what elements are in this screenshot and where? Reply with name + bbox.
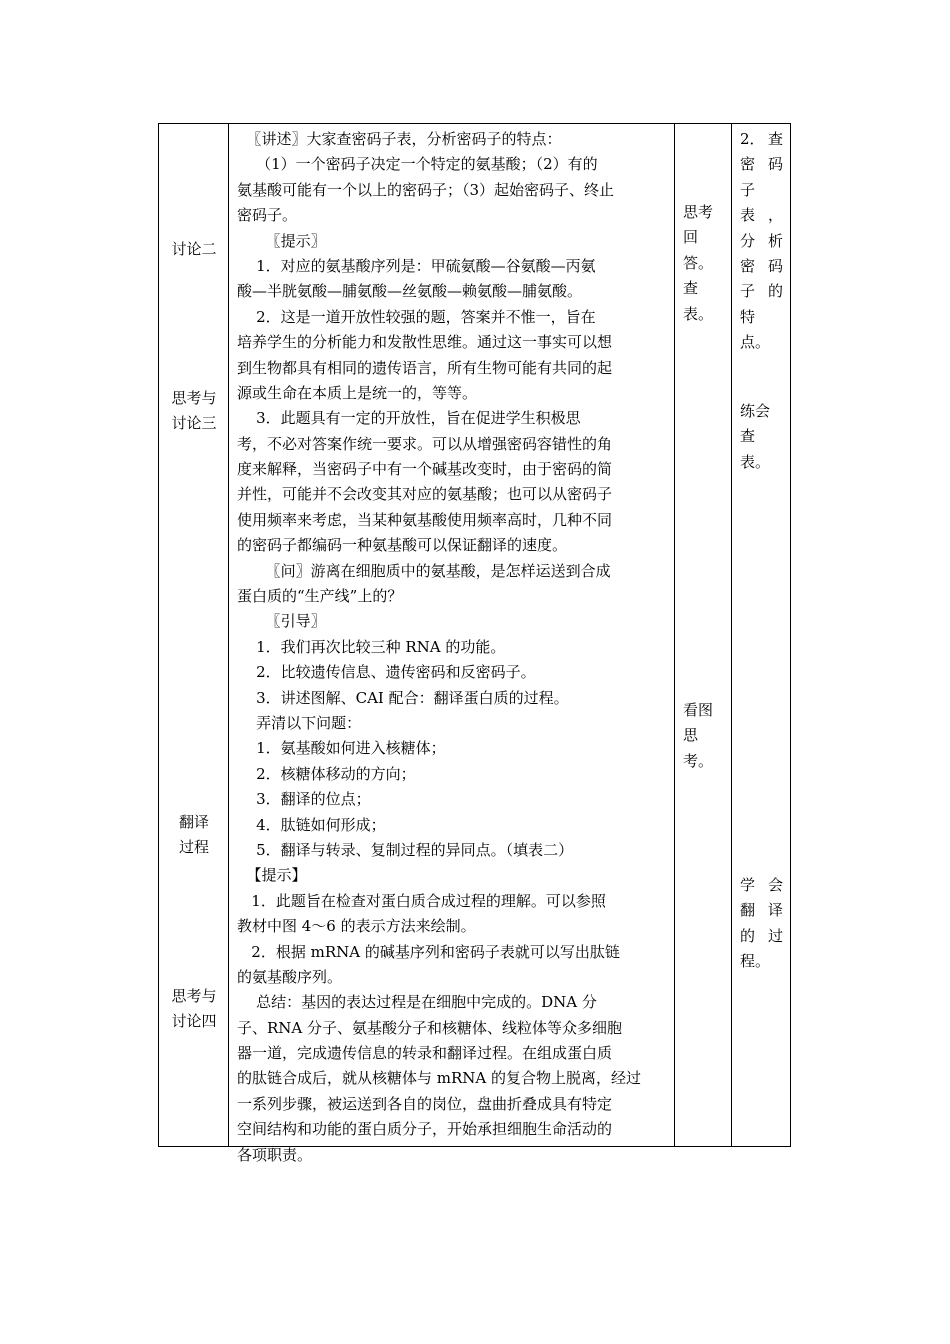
intent-line [740,924,783,949]
intent-word: ， [767,206,783,225]
content-line: 2．根据 mRNA 的碱基序列和密码子表就可以写出肽链 [237,942,620,961]
content-line: 的肽链合成后，就从核糖体与 mRNA 的复合物上脱离，经过 [237,1069,642,1088]
content-line: 1．我们再次比较三种 RNA 的功能。 [237,637,506,656]
label-line: 讨论二 [171,240,217,258]
intent-line: 查 [740,427,756,446]
intent-line [740,178,783,203]
intent-word: 表 [740,206,756,225]
intent-line [740,152,783,177]
content-line: 3．翻译的位点； [237,790,371,809]
intent-line: 练会 [740,402,771,420]
content-line: 1．此题旨在检查对蛋白质合成过程的理解。可以参照 [237,891,606,910]
intent-line [740,873,783,898]
content-line: 度来解释，当密码子中有一个碱基改变时，由于密码的简 [237,460,613,479]
intent-line [740,254,783,279]
content-line: 考，不必对答案作统一要求。可以从增强密码容错性的角 [237,434,613,453]
label-line: 思考与 [171,389,217,407]
content-line: 密码子。 [237,206,298,225]
section-label-discussion-2 [159,237,229,262]
student-activity-1 [675,200,739,327]
content-line: 并性，可能并不会改变其对应的氨基酸；也可以从密码子 [237,485,613,504]
intent-word: 的 [740,926,756,945]
design-intent-2 [733,399,797,475]
intent-word: 子 [740,180,756,199]
activity-line: 考。 [683,751,714,770]
section-label-think-discuss-4 [159,984,229,1035]
intent-word: 学 [740,876,756,894]
content-line: 源或生命在本质上是统一的，等等。 [237,383,478,402]
content-line: 〖引导〗 [237,612,326,631]
content-line: 的氨基酸序列。 [237,967,343,986]
label-line: 过程 [178,838,209,857]
label-line: 思考与 [171,987,217,1005]
content-line: 氨基酸可能有一个以上的密码子；（3）起始密码子、终止 [237,180,615,199]
content-line: 〖讲述〗大家查密码子表，分析密码子的特点： [237,130,562,148]
intent-word: 会 [767,876,783,894]
content-line: 教材中图 4～6 的表示方法来绘制。 [237,917,476,936]
content-line: 4．肽链如何形成； [237,815,386,834]
intent-word: 码 [767,256,783,275]
intent-word: 过 [767,926,783,945]
intent-word: 程。 [740,952,771,971]
intent-word: 的 [767,282,783,301]
activity-line: 思考 [683,203,714,221]
intent-word: 2． [740,130,765,148]
content-line: 1．氨基酸如何进入核糖体； [237,739,446,758]
content-line: 一系列步骤，被运送到各自的岗位，盘曲折叠成具有特定 [237,1094,613,1113]
content-line: 【提示】 [237,866,307,885]
content-line: 蛋白质的“生产线”上的？ [237,587,403,606]
intent-word: 密 [740,155,756,174]
intent-line [740,279,783,304]
content-line: 2．核糖体移动的方向； [237,764,416,783]
intent-word: 点。 [740,333,771,352]
intent-line [740,949,783,974]
content-line: 子、RNA 分子、氨基酸分子和核糖体、线粒体等众多细胞 [237,1018,623,1037]
intent-line [740,229,783,254]
intent-line [740,305,783,330]
content-line: 器一道，完成遗传信息的转录和翻译过程。在组成蛋白质 [237,1044,613,1063]
content-line: 2．比较遗传信息、遗传密码和反密码子。 [237,663,536,682]
content-line: 总结：基因的表达过程是在细胞中完成的。DNA 分 [237,993,597,1012]
content-line: 培养学生的分析能力和发散性思维。通过这一事实可以想 [237,333,613,352]
intent-word: 密 [740,256,756,275]
design-intent-1 [733,127,790,356]
intent-word: 子 [740,282,756,301]
content-line: 3．讲述图解、CAI 配合：翻译蛋白质的过程。 [237,688,569,707]
content-line: 〖提示〗 [237,231,326,250]
teaching-content [237,127,669,1168]
lesson-table [158,123,791,1164]
intent-line [740,330,783,355]
content-line: 5．翻译与转录、复制过程的异同点。（填表二） [237,840,574,859]
intent-line [740,898,783,923]
content-line: 的密码子都编码一种氨基酸可以保证翻译的速度。 [237,536,568,555]
content-line: 1．对应的氨基酸序列是：甲硫氨酸—谷氨酸—丙氨 [237,256,596,275]
student-activity-2 [675,698,739,774]
section-label-think-discuss-3 [159,386,229,437]
intent-line: 表。 [740,452,771,471]
label-line: 讨论三 [171,414,217,433]
section-label-translation-process [159,810,229,861]
intent-word: 特 [740,307,756,326]
label-line: 讨论四 [171,1012,217,1031]
content-line: 空间结构和功能的蛋白质分子，开始承担细胞生命活动的 [237,1120,613,1139]
content-line: 使用频率来考虑，当某种氨基酸使用频率高时，几种不同 [237,510,613,529]
intent-line [740,203,783,228]
content-line: 2．这是一道开放性较强的题，答案并不惟一，旨在 [237,307,596,326]
content-line: 各项职责。 [237,1145,313,1164]
activity-line: 看图 [683,701,714,719]
content-line: （1）一个密码子决定一个特定的氨基酸；（2）有的 [237,155,598,174]
intent-line [740,127,783,152]
intent-word: 译 [767,901,783,920]
content-line: 〖问〗游离在细胞质中的氨基酸，是怎样运送到合成 [237,561,611,580]
content-line: 弄清以下问题： [237,713,362,732]
activity-line: 表。 [683,304,714,323]
activity-line: 回 [683,228,699,247]
intent-word: 分 [740,231,756,250]
content-line: 到生物都具有相同的遗传语言，所有生物可能有共同的起 [237,358,613,377]
design-intent-3 [733,873,790,975]
content-line: 酸—半胱氨酸—脯氨酸—丝氨酸—赖氨酸—脯氨酸。 [237,282,583,301]
intent-word: 查 [767,130,783,148]
intent-word: 翻 [740,901,756,920]
activity-line: 答。 [683,253,714,272]
intent-word: 码 [767,155,783,174]
intent-word: 析 [767,231,783,250]
activity-line: 查 [683,279,699,298]
label-line: 翻译 [178,813,209,831]
content-line: 3．此题具有一定的开放性，旨在促进学生积极思 [237,409,581,428]
activity-line: 思 [683,726,699,745]
